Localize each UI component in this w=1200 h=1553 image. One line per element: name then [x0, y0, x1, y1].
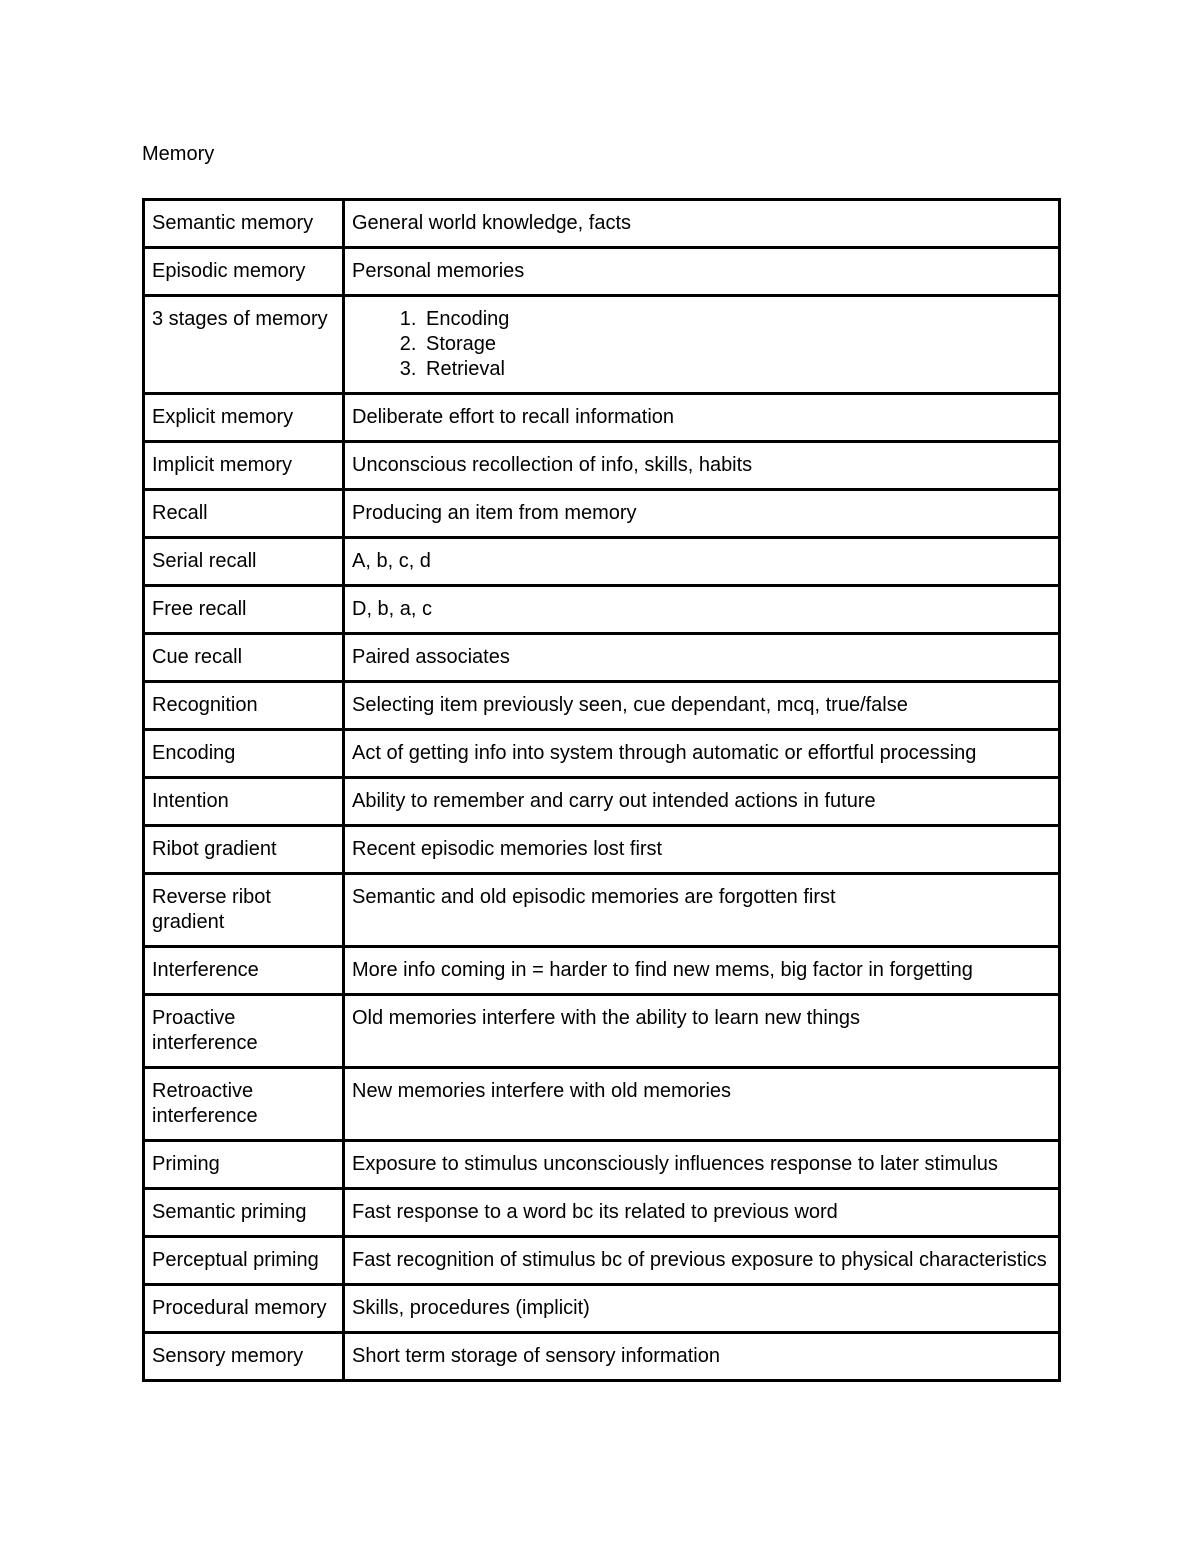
table-row [144, 778, 1060, 826]
term-cell: Retroactive interference [144, 1068, 344, 1141]
table-row [144, 200, 1060, 248]
term-cell: 3 stages of memory [144, 296, 344, 394]
table-row [144, 1333, 1060, 1381]
term-cell: Intention [144, 778, 344, 826]
term-cell: Sensory memory [144, 1333, 344, 1381]
definition-cell: Selecting item previously seen, cue dependant, mcq, true/false [344, 682, 1060, 730]
table-row [144, 586, 1060, 634]
definition-cell: General world knowledge, facts [344, 200, 1060, 248]
definition-cell: Fast recognition of stimulus bc of previous exposure to physical characteristics [344, 1237, 1060, 1285]
term-cell: Cue recall [144, 634, 344, 682]
term-cell: Explicit memory [144, 394, 344, 442]
table-row [144, 1141, 1060, 1189]
term-cell: Ribot gradient [144, 826, 344, 874]
term-cell: Interference [144, 947, 344, 995]
term-cell: Implicit memory [144, 442, 344, 490]
table-row [144, 995, 1060, 1068]
stage-list-item: 3. Retrieval [422, 357, 1051, 382]
term-cell: Recall [144, 490, 344, 538]
term-cell: Episodic memory [144, 248, 344, 296]
definition-cell: Short term storage of sensory information [344, 1333, 1060, 1381]
table-body [144, 200, 1060, 1381]
table-row [144, 826, 1060, 874]
table-row [144, 248, 1060, 296]
definition-cell: Fast response to a word bc its related to previous word [344, 1189, 1060, 1237]
stage-list-item: 2. Storage [422, 332, 1051, 357]
table-row [144, 874, 1060, 947]
term-cell: Serial recall [144, 538, 344, 586]
definition-cell: More info coming in = harder to find new mems, big factor in forgetting [344, 947, 1060, 995]
term-cell: Free recall [144, 586, 344, 634]
term-cell: Perceptual priming [144, 1237, 344, 1285]
definition-cell: Act of getting info into system through automatic or effortful processing [344, 730, 1060, 778]
term-cell: Proactive interference [144, 995, 344, 1068]
table-row [144, 394, 1060, 442]
table-row [144, 1285, 1060, 1333]
table-row [144, 1237, 1060, 1285]
definition-cell: Exposure to stimulus unconsciously influences response to later stimulus [344, 1141, 1060, 1189]
term-cell: Semantic priming [144, 1189, 344, 1237]
term-cell: Priming [144, 1141, 344, 1189]
definition-cell: Producing an item from memory [344, 490, 1060, 538]
table-row [144, 730, 1060, 778]
table-row [144, 947, 1060, 995]
definition-cell: New memories interfere with old memories [344, 1068, 1060, 1141]
table-row [144, 442, 1060, 490]
definition-cell: Ability to remember and carry out intended actions in future [344, 778, 1060, 826]
definition-cell: Unconscious recollection of info, skills, habits [344, 442, 1060, 490]
definition-cell: Personal memories [344, 248, 1060, 296]
table-row [144, 538, 1060, 586]
table-row [144, 634, 1060, 682]
definition-cell [344, 296, 1060, 394]
term-cell: Reverse ribot gradient [144, 874, 344, 947]
definition-cell: A, b, c, d [344, 538, 1060, 586]
table-row [144, 682, 1060, 730]
definition-cell: D, b, a, c [344, 586, 1060, 634]
table-row [144, 490, 1060, 538]
definition-cell: Deliberate effort to recall information [344, 394, 1060, 442]
definition-cell: Paired associates [344, 634, 1060, 682]
stages-list [352, 307, 1051, 382]
term-cell: Encoding [144, 730, 344, 778]
definition-cell: Old memories interfere with the ability to learn new things [344, 995, 1060, 1068]
table-row [144, 1189, 1060, 1237]
term-cell: Semantic memory [144, 200, 344, 248]
term-cell: Procedural memory [144, 1285, 344, 1333]
page-title: Memory [142, 143, 215, 165]
definition-cell: Skills, procedures (implicit) [344, 1285, 1060, 1333]
memory-table [142, 198, 1061, 1382]
definition-cell: Semantic and old episodic memories are forgotten first [344, 874, 1060, 947]
table-row [144, 1068, 1060, 1141]
stage-list-item: 1. Encoding [422, 307, 1051, 332]
term-cell: Recognition [144, 682, 344, 730]
definition-cell: Recent episodic memories lost first [344, 826, 1060, 874]
table-row [144, 296, 1060, 394]
